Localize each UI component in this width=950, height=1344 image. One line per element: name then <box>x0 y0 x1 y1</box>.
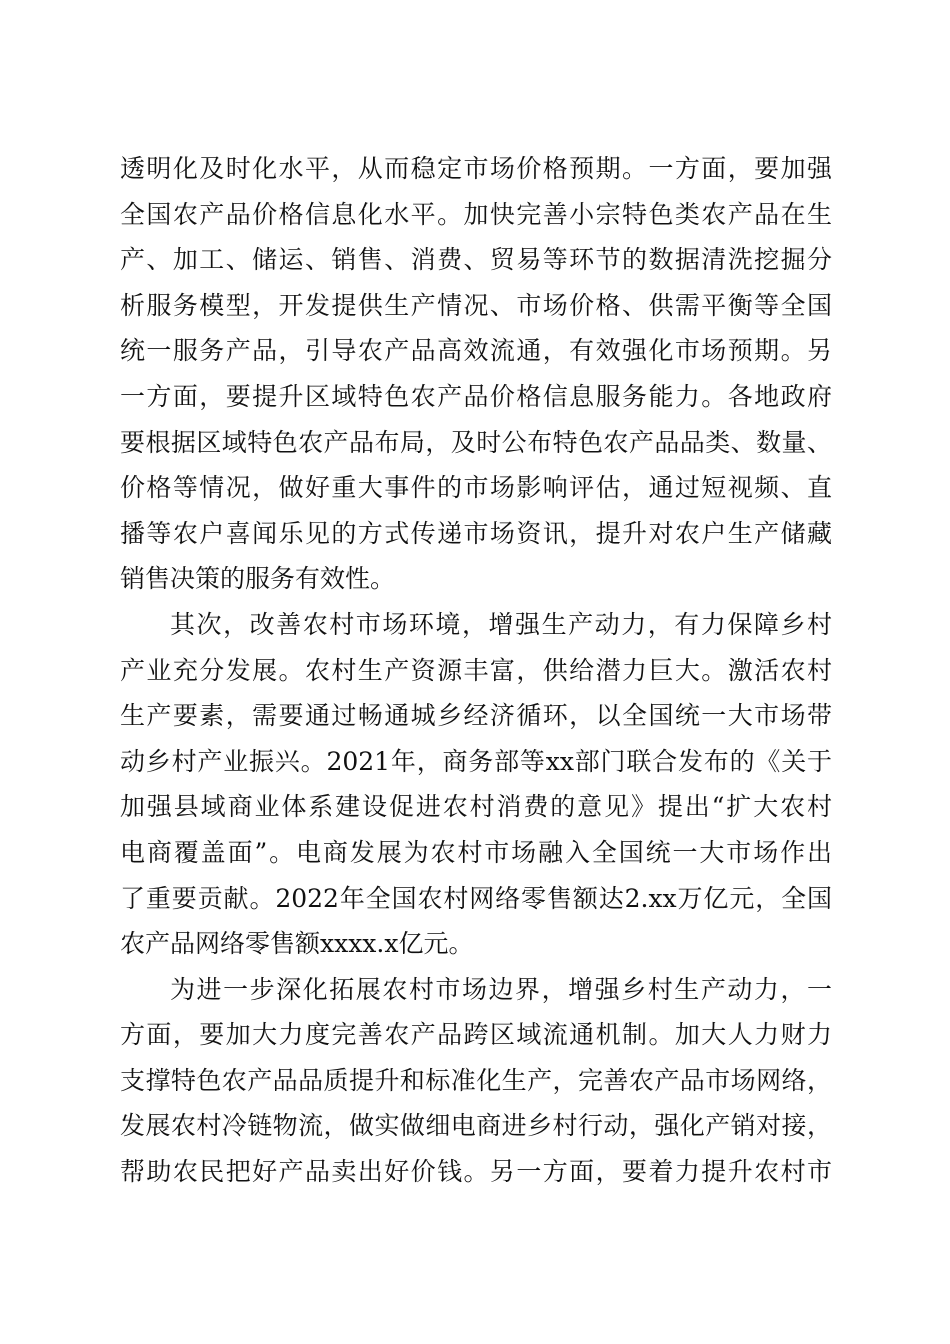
text-line: 动乡村产业振兴。2021年，商务部等xx部门联合发布的《关于 <box>120 746 832 776</box>
text-line: 农产品网络零售额xxxx.x亿元。 <box>120 929 474 959</box>
paragraph-rural-market-environment <box>120 602 832 967</box>
text-line: 价格等情况，做好重大事件的市场影响评估，通过短视频、直 <box>120 473 832 503</box>
text-line: 支撑特色农产品品质提升和标准化生产，完善农产品市场网络， <box>120 1065 832 1095</box>
text-line: 电商覆盖面”。电商发展为农村市场融入全国统一大市场作出 <box>120 837 832 867</box>
text-line: 透明化及时化水平，从而稳定市场价格预期。一方面，要加强 <box>120 154 832 183</box>
text-line: 加强县域商业体系建设促进农村消费的意见》提出“扩大农村 <box>120 792 832 822</box>
text-line: 其次，改善农村市场环境，增强生产动力，有力保障乡村 <box>170 609 832 639</box>
text-line: 产、加工、储运、销售、消费、贸易等环节的数据清洗挖掘分 <box>120 245 832 275</box>
text-line: 方面，要加大力度完善农产品跨区域流通机制。加大人力财力 <box>120 1020 832 1050</box>
text-line: 了重要贡献。2022年全国农村网络零售额达2.xx万亿元，全国 <box>120 883 832 913</box>
text-line: 一方面，要提升区域特色农产品价格信息服务能力。各地政府 <box>120 381 832 411</box>
text-line: 播等农户喜闻乐见的方式传递市场资讯，提升对农户生产储藏 <box>120 518 832 548</box>
text-line: 销售决策的服务有效性。 <box>120 564 396 594</box>
text-line: 发展农村冷链物流，做实做细电商进乡村行动，强化产销对接， <box>120 1111 832 1141</box>
document-body <box>120 146 832 1195</box>
text-line: 析服务模型，开发提供生产情况、市场价格、供需平衡等全国 <box>120 290 832 320</box>
text-line: 为进一步深化拓展农村市场边界，增强乡村生产动力，一 <box>170 974 832 1004</box>
text-line: 产业充分发展。农村生产资源丰富，供给潜力巨大。激活农村 <box>120 655 832 685</box>
text-line: 生产要素，需要通过畅通城乡经济循环，以全国统一大市场带 <box>120 701 832 731</box>
paragraph-price-information <box>120 146 832 602</box>
text-line: 帮助农民把好产品卖出好价钱。另一方面，要着力提升农村市 <box>120 1157 832 1187</box>
paragraph-market-boundary <box>120 967 832 1195</box>
text-line: 全国农产品价格信息化水平。加快完善小宗特色类农产品在生 <box>120 199 832 229</box>
text-line: 统一服务产品，引导农产品高效流通，有效强化市场预期。另 <box>120 336 832 366</box>
text-line: 要根据区域特色农产品布局，及时公布特色农产品品类、数量、 <box>120 427 832 457</box>
